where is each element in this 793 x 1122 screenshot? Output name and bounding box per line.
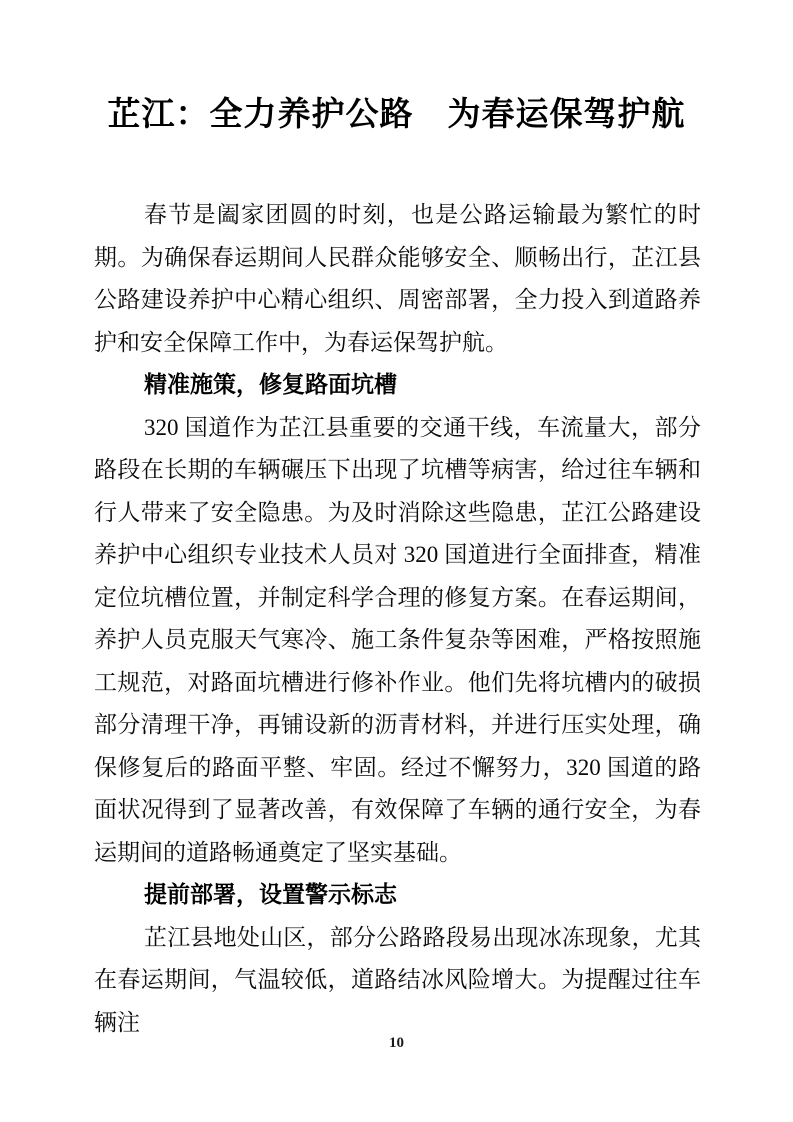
paragraph-ice-warning: 芷江县地处山区，部分公路路段易出现冰冻现象，尤其在春运期间，气温较低，道路结冰风险增大。为提醒过往车辆注 xyxy=(94,924,701,1035)
paragraph-road-repair: 320 国道作为芷江县重要的交通干线，车流量大，部分路段在长期的车辆碾压下出现了坑槽等病害，给过往车辆和行人带来了安全隐患。为及时消除这些隐患，芷江公路建设养护中心组织专业技术人员对 320 国道进行全面排查，精准定位坑槽位置，并制定科学合理的修复方案。在春运期间，养护人员克服天气寒冷、施工条件复杂等困难，严格按照施工规范，对路面坑槽进行修补作业。他们先将坑槽内的破损部分清理干净，再铺设新的沥青材料，并进行压实处理，确保修复后的路面平整、牢固。经过不懈努力，320 国道的路面状况得到了显著改善，有效保障了车辆的通行安全，为春运期间的道路畅通奠定了坚实基础。 xyxy=(94,414,701,865)
document-body xyxy=(94,194,701,1044)
document-title: 芷江：全力养护公路 为春运保驾护航 xyxy=(107,97,686,133)
section-heading-precise-repair: 精准施策，修复路面坑槽 xyxy=(144,372,397,397)
section-heading-warning-signs: 提前部署，设置警示标志 xyxy=(144,882,397,907)
page-number: 10 xyxy=(389,1035,404,1051)
paragraph-intro: 春节是阖家团圆的时刻，也是公路运输最为繁忙的时期。为确保春运期间人民群众能够安全、顺畅出行，芷江县公路建设养护中心精心组织、周密部署，全力投入到道路养护和安全保障工作中，为春运保驾护航。 xyxy=(94,202,701,355)
